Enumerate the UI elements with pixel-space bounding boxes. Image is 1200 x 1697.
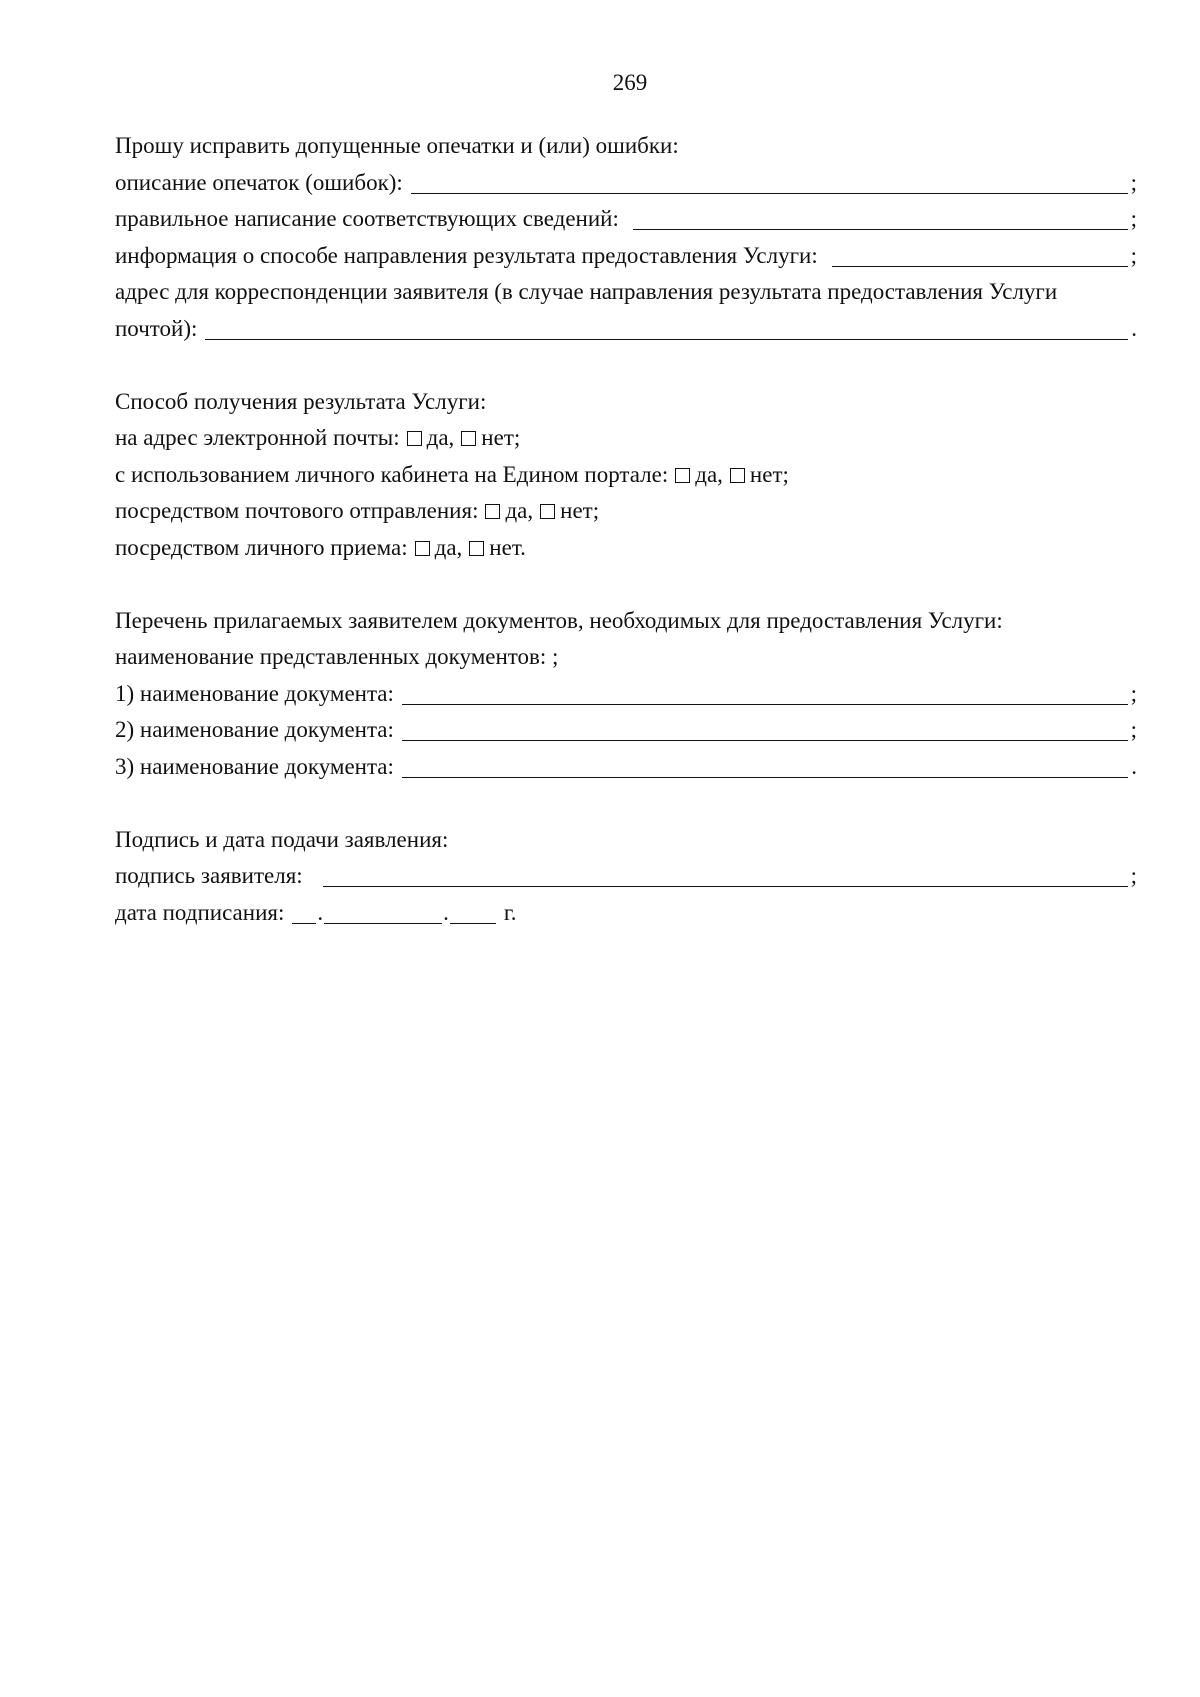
document-row-3 xyxy=(115,749,1137,786)
address-field[interactable] xyxy=(205,339,1128,340)
row-end-mark: . xyxy=(1131,315,1137,341)
signature-row xyxy=(115,858,1137,895)
page-number: 269 xyxy=(612,70,648,95)
delivery-info-row xyxy=(115,238,1137,275)
date-day-field[interactable] xyxy=(292,923,316,924)
yes-label: да, xyxy=(434,534,463,560)
row-end-mark: ; xyxy=(1130,680,1137,706)
section-spacer xyxy=(115,785,1137,822)
signature-heading xyxy=(115,822,1137,859)
delivery-method-heading xyxy=(115,384,1137,421)
address-row xyxy=(115,311,1137,348)
section-spacer xyxy=(115,566,1137,603)
no-label: нет; xyxy=(481,425,521,450)
correction-heading xyxy=(115,128,1137,165)
row-end-mark: ; xyxy=(1130,206,1137,231)
documents-subheading xyxy=(115,639,1137,676)
correct-spelling-row xyxy=(115,201,1137,238)
typo-description-row xyxy=(115,165,1137,202)
yes-checkbox[interactable] xyxy=(407,431,422,446)
yes-label: да, xyxy=(695,461,723,487)
signature-heading-text: Подпись и дата подачи заявления: xyxy=(115,826,449,852)
document-row-1 xyxy=(115,676,1137,713)
no-label: нет. xyxy=(489,534,526,560)
delivery-method-heading-text: Способ получения результата Услуги: xyxy=(115,388,487,414)
no-label: нет; xyxy=(560,498,600,523)
document-row-2 xyxy=(115,712,1137,749)
date-separator: . xyxy=(443,899,449,925)
document-name-field[interactable] xyxy=(402,704,1128,705)
yes-checkbox[interactable] xyxy=(415,541,430,556)
no-checkbox[interactable] xyxy=(540,504,555,519)
no-checkbox[interactable] xyxy=(730,468,745,483)
no-checkbox[interactable] xyxy=(469,541,484,556)
section-spacer xyxy=(115,347,1137,384)
date-separator: . xyxy=(317,899,324,925)
signing-date-row xyxy=(115,895,1137,932)
option-label: с использованием личного кабинета на Едином портале: xyxy=(115,461,669,487)
delivery-option-portal xyxy=(115,457,1137,494)
delivery-option-mail xyxy=(115,493,1137,530)
form-content xyxy=(115,128,1137,931)
delivery-info-field[interactable] xyxy=(832,266,1128,267)
correction-heading-text: Прошу исправить допущенные опечатки и (или) ошибки: xyxy=(115,133,679,158)
address-label-line1: адрес для корреспонденции заявителя (в случае направления результата предоставления Услуги xyxy=(115,279,1058,304)
signature-label: подпись заявителя: xyxy=(115,863,303,888)
yes-label: да, xyxy=(505,498,534,523)
delivery-option-email xyxy=(115,420,1137,457)
typo-description-field[interactable] xyxy=(411,193,1128,194)
row-end-mark: ; xyxy=(1130,242,1137,268)
address-label-row xyxy=(115,274,1137,311)
option-label: посредством личного приема: xyxy=(115,534,408,560)
row-end-mark: ; xyxy=(1130,169,1137,195)
document-name-field[interactable] xyxy=(402,777,1128,778)
address-label-line2: почтой): xyxy=(115,315,198,341)
yes-checkbox[interactable] xyxy=(675,468,690,483)
document-name-field[interactable] xyxy=(402,740,1128,741)
correct-spelling-label: правильное написание соответствующих сведений: xyxy=(115,206,619,231)
document-label: 3) наименование документа: xyxy=(115,753,394,779)
no-label: нет; xyxy=(749,461,789,487)
date-month-field[interactable] xyxy=(324,923,442,924)
signing-date-label: дата подписания: xyxy=(115,899,285,925)
yes-checkbox[interactable] xyxy=(485,504,500,519)
option-label: посредством почтового отправления: xyxy=(115,498,479,523)
correct-spelling-field[interactable] xyxy=(633,229,1128,230)
document-label: 1) наименование документа: xyxy=(115,680,394,706)
option-label: на адрес электронной почты: xyxy=(115,425,400,450)
typo-description-label: описание опечаток (ошибок): xyxy=(115,169,403,195)
delivery-option-in-person xyxy=(115,530,1137,567)
documents-heading xyxy=(115,603,1137,640)
document-label: 2) наименование документа: xyxy=(115,717,394,742)
row-end-mark: ; xyxy=(1130,863,1137,888)
row-end-mark: ; xyxy=(1130,717,1137,742)
no-checkbox[interactable] xyxy=(461,431,476,446)
year-suffix: г. xyxy=(503,899,517,925)
documents-heading-text: Перечень прилагаемых заявителем документов, необходимых для предоставления Услуги: xyxy=(115,607,1003,633)
signature-field[interactable] xyxy=(323,886,1128,887)
documents-subheading-text: наименование представленных документов: ; xyxy=(115,644,559,669)
date-year-field[interactable] xyxy=(450,923,496,924)
yes-label: да, xyxy=(426,425,455,450)
delivery-info-label: информация о способе направления результата предоставления Услуги: xyxy=(115,242,818,268)
row-end-mark: . xyxy=(1131,753,1137,779)
